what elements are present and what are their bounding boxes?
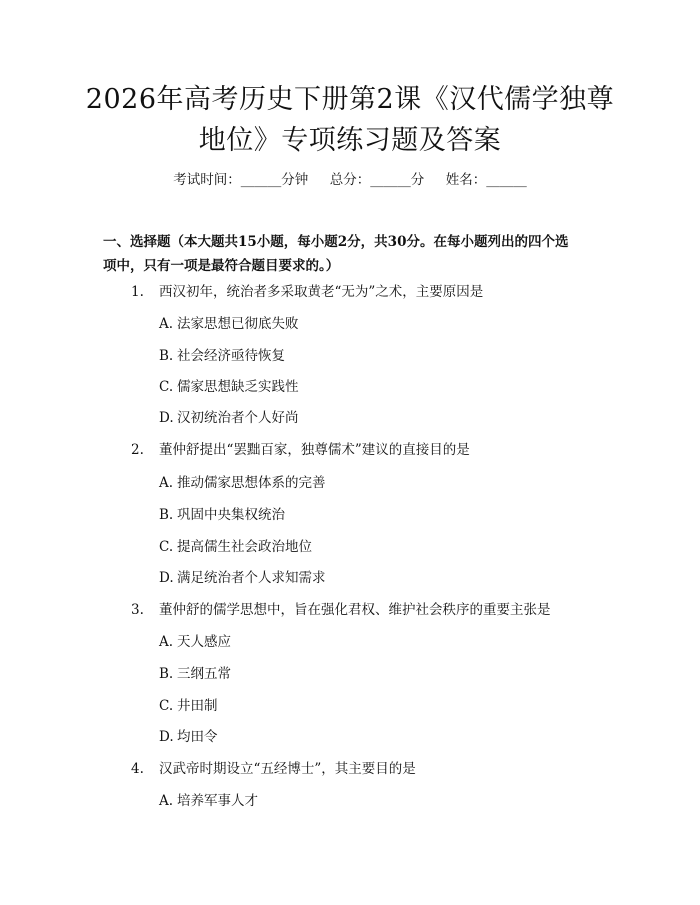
question-number: 4. (131, 761, 144, 777)
option-1-d (159, 408, 299, 428)
option-letter: B. (159, 507, 174, 523)
section-heading-line-2: 项中，只有一项是最符合题目要求的。） (103, 258, 340, 274)
option-letter: D. (159, 729, 174, 745)
option-text: 法家思想已彻底失败 (177, 316, 299, 332)
option-3-c (159, 696, 218, 716)
option-1-c (159, 377, 299, 397)
option-letter: B. (159, 666, 174, 682)
option-letter: A. (159, 475, 174, 491)
option-3-a (159, 632, 231, 652)
option-letter: C. (159, 698, 174, 714)
option-letter: D. (159, 410, 174, 426)
question-number: 2. (131, 442, 144, 458)
document-title-line-1: 2026年高考历史下册第2课《汉代儒学独尊 (85, 84, 615, 115)
section-heading-line-1: 一、选择题（本大题共15小题，每小题2分，共30分。在每小题列出的四个选 (103, 234, 569, 250)
question-text: 西汉初年，统治者多采取黄老“无为”之术，主要原因是 (159, 284, 484, 300)
option-1-a (159, 314, 299, 334)
option-text: 满足统治者个人求知需求 (177, 570, 326, 586)
option-text: 天人感应 (177, 634, 231, 650)
option-letter: A. (159, 793, 174, 809)
option-text: 巩固中央集权统治 (177, 507, 285, 523)
question-number: 3. (131, 602, 144, 618)
option-text: 推动儒家思想体系的完善 (177, 475, 326, 491)
option-text: 培养军事人才 (177, 793, 258, 809)
option-3-d (159, 727, 218, 747)
option-2-b (159, 505, 285, 525)
exam-info: 考试时间：______分钟 总分：______分 姓名：______ (173, 172, 527, 188)
option-letter: A. (159, 316, 174, 332)
option-letter: D. (159, 570, 174, 586)
option-text: 提高儒生社会政治地位 (177, 539, 312, 555)
option-2-d (159, 568, 326, 588)
option-4-a (159, 791, 258, 811)
option-letter: C. (159, 539, 174, 555)
question-number: 1. (131, 284, 144, 300)
option-text: 井田制 (177, 698, 218, 714)
question-text: 董仲舒的儒学思想中，旨在强化君权、维护社会秩序的重要主张是 (159, 602, 551, 618)
document-title-line-2: 地位》专项练习题及答案 (198, 125, 502, 156)
option-text: 社会经济亟待恢复 (177, 348, 285, 364)
question-text: 汉武帝时期设立“五经博士”，其主要目的是 (159, 761, 416, 777)
option-letter: C. (159, 379, 174, 395)
option-text: 均田令 (177, 729, 218, 745)
option-3-b (159, 664, 231, 684)
option-2-c (159, 537, 312, 557)
option-letter: B. (159, 348, 174, 364)
option-1-b (159, 346, 285, 366)
option-2-a (159, 473, 326, 493)
question-text: 董仲舒提出“罢黜百家，独尊儒术”建议的直接目的是 (159, 442, 470, 458)
option-letter: A. (159, 634, 174, 650)
option-text: 儒家思想缺乏实践性 (177, 379, 299, 395)
option-text: 汉初统治者个人好尚 (177, 410, 299, 426)
option-text: 三纲五常 (177, 666, 231, 682)
